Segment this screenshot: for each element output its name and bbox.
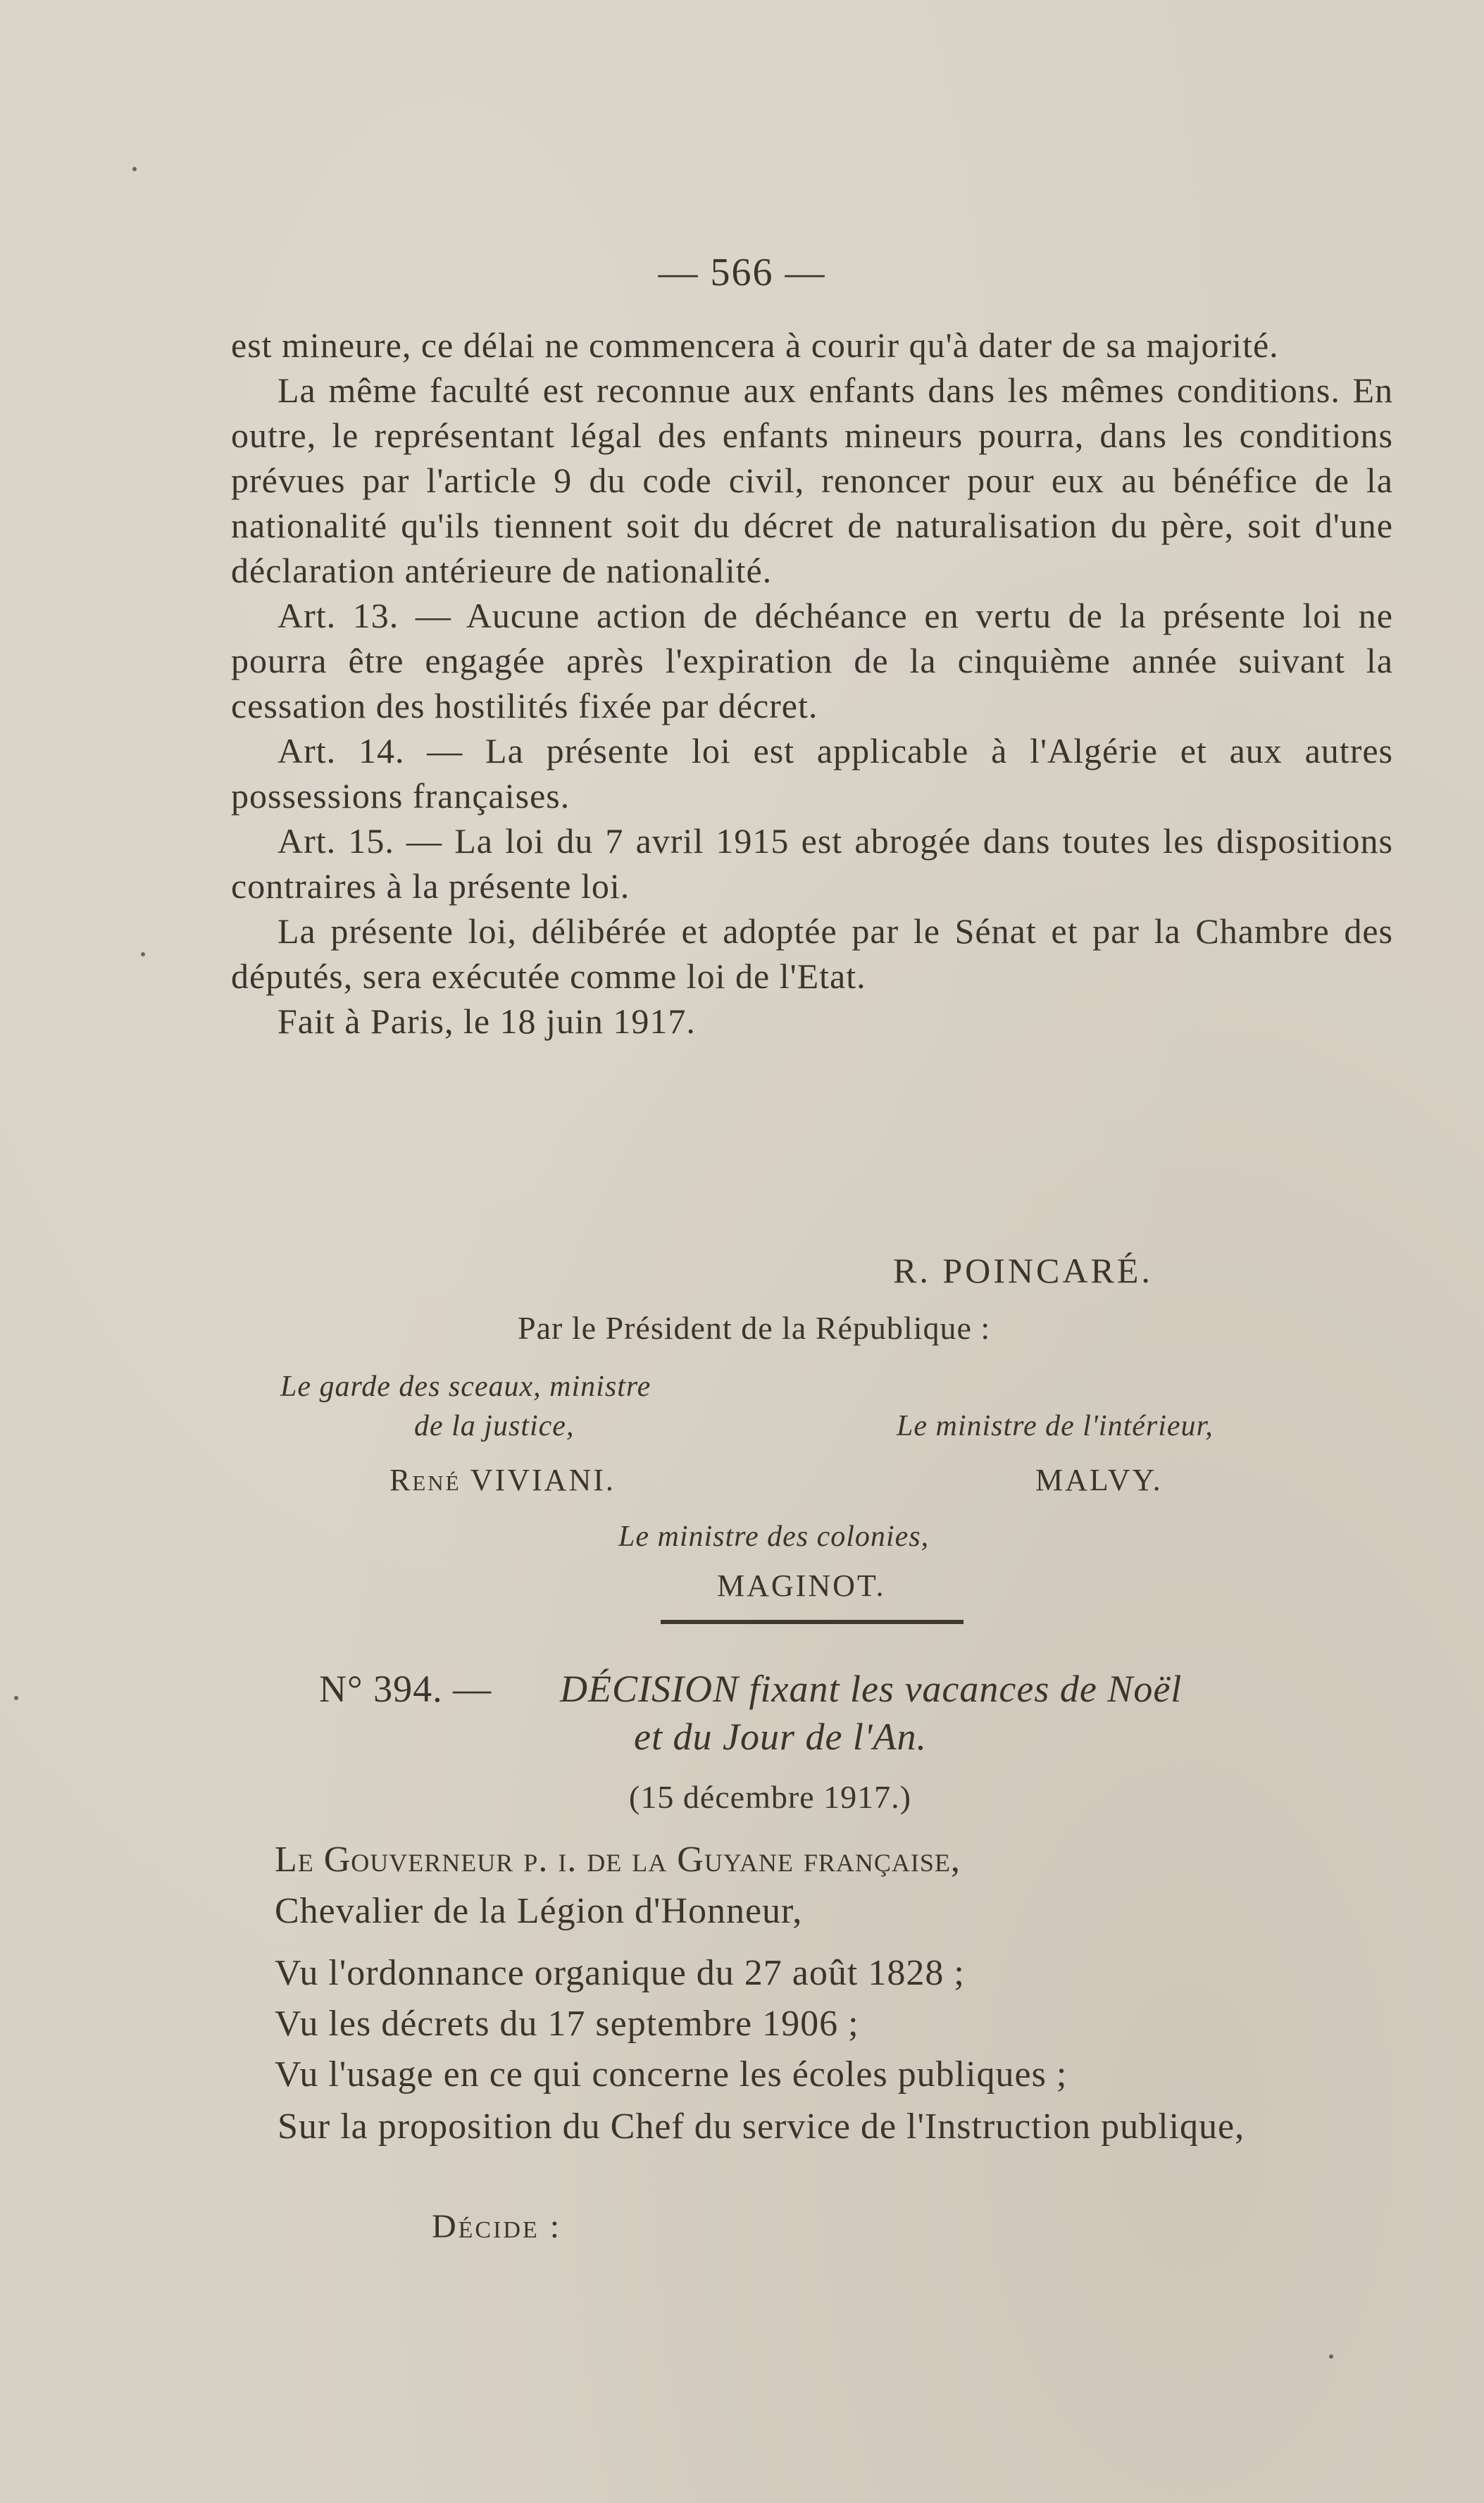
garde-des-sceaux-title-2: de la justice,	[414, 1410, 575, 1442]
page-number: — 566 —	[658, 251, 826, 294]
paragraph-continuation: est mineure, ce délai ne commencera à courir qu'à dater de sa majorité.	[231, 325, 1279, 365]
paper-speck	[132, 167, 137, 171]
paragraph-fait-a-paris: Fait à Paris, le 18 juin 1917.	[278, 1001, 696, 1041]
decision-decide: Décide :	[432, 2208, 562, 2245]
paragraph-adoption: La présente loi, délibérée et adoptée par le Sénat et par la Chambre des députés, sera exécutée comme loi de l'Etat.	[231, 911, 1393, 996]
paragraph-article-13: Art. 13. — Aucune action de déchéance en vertu de la présente loi ne pourra être engagée après l'expiration de la cinquième année suivant la cessation des hostilités fixée par décret.	[231, 596, 1393, 725]
signature-malvy: MALVY.	[1035, 1463, 1163, 1497]
ministre-colonies-title: Le ministre des colonies,	[618, 1521, 930, 1553]
paragraph-faculte: La même faculté est reconnue aux enfants dans les mêmes conditions. En outre, le représentant légal des enfants mineurs pourra, dans les conditions prévues par l'article 9 du code civil, renoncer pour eux au bénéfice de la nationalité qu'ils tiennent soit du décret de naturalisation du père, soit d'une déclaration antérieure de nationalité.	[231, 370, 1393, 590]
paper-speck	[1329, 2354, 1333, 2359]
decision-vu-decrets: Vu les décrets du 17 septembre 1906 ;	[275, 2004, 859, 2044]
paper-speck	[14, 1696, 18, 1700]
signature-viviani: René VIVIANI.	[389, 1463, 616, 1497]
signature-president: R. POINCARÉ.	[893, 1251, 1153, 1290]
decision-sur-proposition-block	[231, 2103, 1393, 2151]
garde-des-sceaux-title: Le garde des sceaux, ministre	[280, 1371, 651, 1403]
decision-title-line-2: et du Jour de l'An.	[634, 1716, 927, 1758]
decision-vu-usage: Vu l'usage en ce qui concerne les écoles publiques ;	[275, 2054, 1068, 2095]
decision-vu-ordonnance: Vu l'ordonnance organique du 27 août 1828 ;	[275, 1953, 965, 1993]
decision-chevalier: Chevalier de la Légion d'Honneur,	[275, 1891, 803, 1931]
decision-sur-proposition: Sur la proposition du Chef du service de l'Instruction publique,	[278, 2106, 1245, 2147]
paragraph-article-15: Art. 15. — La loi du 7 avril 1915 est abrogée dans toutes les dispositions contraires à la présente loi.	[231, 821, 1393, 906]
paragraph-article-14: Art. 14. — La présente loi est applicable à l'Algérie et aux autres possessions françaises.	[231, 731, 1393, 816]
decision-date: (15 décembre 1917.)	[629, 1779, 911, 1815]
decision-gouverneur: Le Gouverneur p. i. de la Guyane française,	[275, 1840, 961, 1880]
ministre-interieur-title: Le ministre de l'intérieur,	[897, 1410, 1214, 1442]
body-text	[231, 323, 1393, 1044]
section-divider	[661, 1620, 964, 1624]
signature-par-le-president: Par le Président de la République :	[518, 1310, 991, 1346]
decision-number: N° 394. —	[319, 1668, 492, 1710]
paper-speck	[141, 952, 145, 956]
decision-title-line-1: DÉCISION fixant les vacances de Noël	[560, 1668, 1183, 1710]
signature-maginot: MAGINOT.	[717, 1568, 886, 1603]
